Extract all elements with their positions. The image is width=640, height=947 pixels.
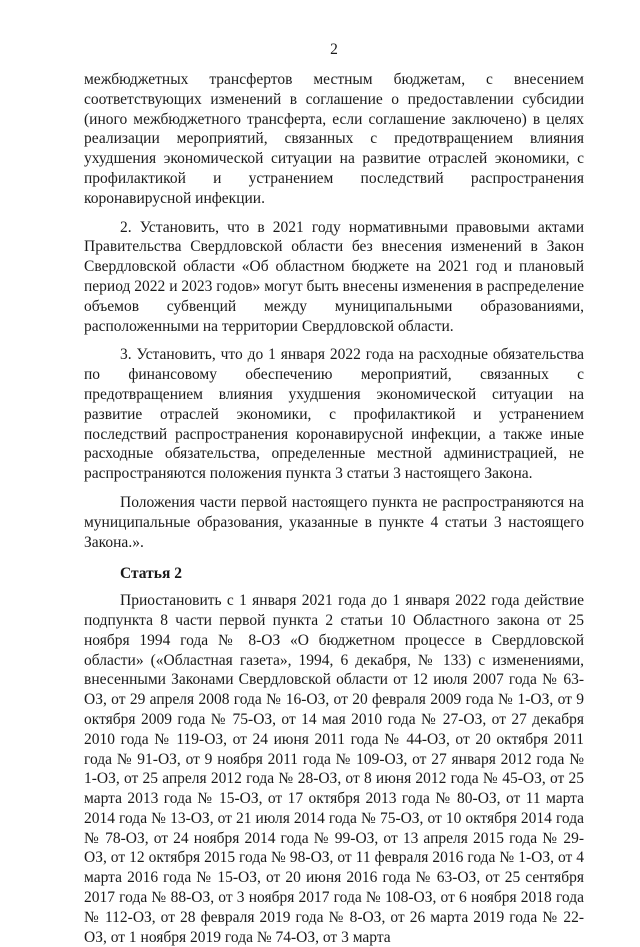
paragraph-article-2: Приостановить с 1 января 2021 года до 1 января 2022 года действие подпункта 8 части первой пункта 2 статьи 10 Областного закона от 25 ноября 1994 года № 8-ОЗ «О бюджетном процессе в Свердловской области» («Областная газета», 1994, 6 декабря, № 133) с изменениями, внесенными Законами Свердловской области от 12 июля 2007 года № 63-ОЗ, от 29 апреля 2008 года № 16-ОЗ, от 20 февраля 2009 года № 1-ОЗ, от 9 октября 2009 года № 75-ОЗ, от 14 мая 2010 года № 27-ОЗ, от 27 декабря 2010 года № 119-ОЗ, от 24 июня 2011 года № 44-ОЗ, от 20 октября 2011 года № 91-ОЗ, от 9 ноября 2011 года № 109-ОЗ, от 27 января 2012 года № 1-ОЗ, от 25 апреля 2012 года № 28-ОЗ, от 8 июня 2012 года № 45-ОЗ, от 25 марта 2013 года № 15-ОЗ, от 17 октября 2013 года № 80-ОЗ, от 11 марта 2014 года № 13-ОЗ, от 21 июля 2014 года № 75-ОЗ, от 10 октября 2014 года № 78-ОЗ, от 24 ноября 2014 года № 99-ОЗ, от 13 апреля 2015 года № 29-ОЗ, от 12 октября 2015 года № 98-ОЗ, от 11 февраля 2016 года № 1-ОЗ, от 4 марта 2016 года № 15-ОЗ, от 20 июня 2016 года № 63-ОЗ, от 25 сентября 2017 года № 88-ОЗ, от 3 ноября 2017 года № 108-ОЗ, от 6 ноября 2018 года № 112-ОЗ, от 28 февраля 2019 года № 8-ОЗ, от 26 марта 2019 года № 22-ОЗ, от 1 ноября 2019 года № 74-ОЗ, от 3 марта [84, 592, 584, 946]
paragraph-clause-2: 2. Установить, что в 2021 году нормативными правовыми актами Правительства Свердловской области без внесения изменений в Закон Свердловской области «Об областном бюджете на 2021 год и плановый период 2022 и 2023 годов» могут быть внесены изменения в распределение объемов субвенций между муниципальными образованиями, расположенными на территории Свердловской области. [84, 218, 584, 335]
page-number: 2 [330, 41, 338, 58]
article-2-heading: Статья 2 [120, 565, 182, 583]
paragraph-continuation: межбюджетных трансфертов местным бюджетам, с внесением соответствующих изменений в соглашение о предоставлении субсидии (иного межбюджетного трансферта, если соглашение заключено) в целях реализации мероприятий, связанных с предотвращением влияния ухудшения экономической ситуации на развитие отраслей экономики, с профилактикой и устранением последствий распространения коронавирусной инфекции. [84, 71, 584, 207]
paragraph-clause-3-part-2: Положения части первой настоящего пункта не распространяются на муниципальные образования, указанные в пункте 4 статьи 3 настоящего Закона.». [84, 493, 584, 551]
paragraph-clause-3: 3. Установить, что до 1 января 2022 года на расходные обязательства по финансовому обеспечению мероприятий, связанных с предотвращением влияния ухудшения экономической ситуации на развитие отраслей экономики, с профилактикой и устранением последствий распространения коронавирусной инфекции, а также иные расходные обязательства, определенные местной администрацией, не распространяются положения пункта 3 статьи 3 настоящего Закона. [84, 346, 584, 483]
